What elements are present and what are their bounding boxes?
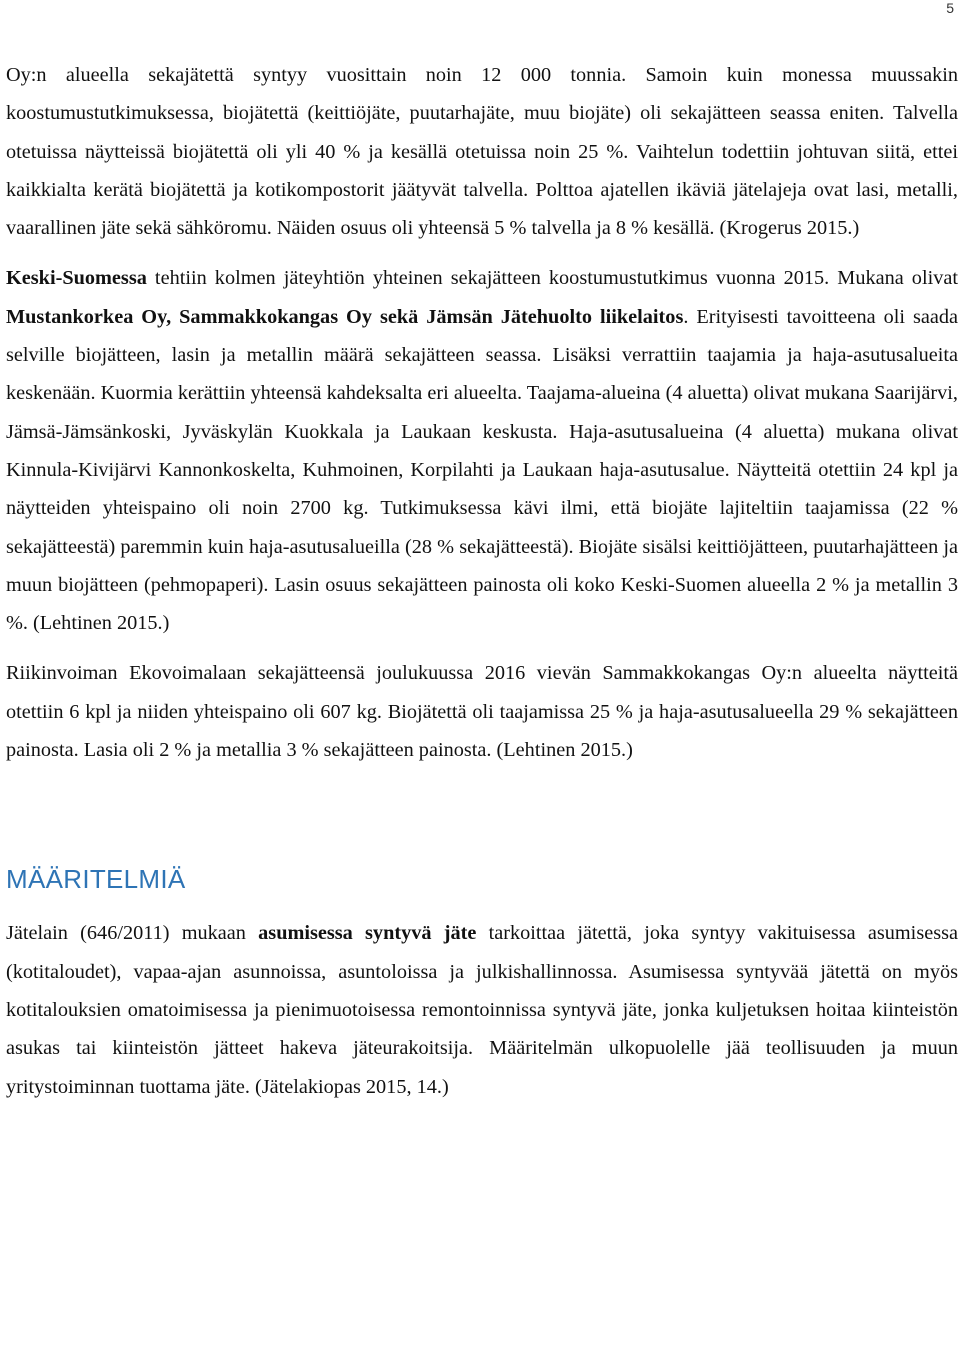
region-name: Keski-Suomessa [6,267,147,290]
page-number: 5 [946,0,954,16]
paragraph-definition [6,914,958,1105]
paragraph-text: tarkoittaa jätettä, joka syntyy vakituisessa asumisessa (kotitaloudet), vapaa-ajan asunnoissa, asuntoloissa ja julkishallinnossa. Asumisessa syntyvää jätettä on myös kotitalouksien omatoimisessa ja pienimuotoisessa remontoinnissa syntyvä jäte, jonka kuljetuksen hoitaa kiinteistön asukas tai kiinteistön jätteet hakeva jäteurakoitsija. Määritelmän ulkopuolelle jää teollisuuden ja muun yritystoiminnan tuottama jäte. (Jätelakiopas 2015, 14.) [6,922,958,1098]
paragraph-text: . Erityisesti tavoitteena oli saada selville biojätteen, lasin ja metallin määrä sekajätteen seassa. Lisäksi verrattiin taajamia ja haja-asutusalueita keskenään. Kuormia kerättiin yhteensä kahdeksalta eri alueelta. Taajama-alueina (4 aluetta) olivat mukana Saarijärvi, Jämsä-Jämsänkoski, Jyväskylän Kuokkala ja Laukaan keskusta. Haja-asutusalueina (4 aluetta) mukana olivat Kinnula-Kivijärvi Kannonkoskelta, Kuhmoinen, Korpilahti ja Laukaan haja-asutusalue. Näytteitä otettiin 24 kpl ja näytteiden yhteispaino oli noin 2700 kg. Tutkimuksessa kävi ilmi, että biojäte lajiteltiin taajamissa (22 % sekajätteestä) paremmin kuin haja-asutusalueilla (28 % sekajätteestä). Biojäte sisälsi keittiöjätteen, puutarhajätteen ja muun biojätteen (pehmopaperi). Lasin osuus sekajätteen painosta oli koko Keski-Suomen alueella 2 % ja metallin 3 %. (Lehtinen 2015.) [6,305,959,635]
company-names: Mustankorkea Oy, Sammakkokangas Oy sekä Jämsän Jätehuolto liikelaitos [6,305,684,328]
paragraph-text: tehtiin kolmen jäteyhtiön yhteinen sekajätteen koostumustutkimus vuonna 2015. Mukana olivat [146,267,958,290]
section-heading: MÄÄRITELMIÄ [6,864,186,895]
paragraph-sammakkokangas-samples: Riikinvoiman Ekovoimalaan sekajätteensä joulukuussa 2016 vievän Sammakkokangas Oy:n alueelta näytteitä otettiin 6 kpl ja niiden yhteispaino oli 607 kg. Biojätettä oli taajamissa 25 % ja haja-asutusalueella 29 % sekajätteen painosta. Lasia oli 2 % ja metallia 3 % sekajätteen painosta. (Lehtinen 2015.) [6,662,958,762]
paragraph-waste-composition: Oy:n alueella sekajätettä syntyy vuosittain noin 12 000 tonnia. Samoin kuin monessa muussakin koostumustutkimuksessa, biojätettä (keittiöjäte, puutarhajäte, muu biojäte) oli sekajätteen seassa eniten. Talvella otetuissa näytteissä biojätettä oli yli 40 % ja kesällä otetuissa noin 25 %. Vaihtelun todettiin johtuvan siitä, ettei kaikkialta kerätä biojätettä ja kotikompostorit jäätyvät talvella. Polttoa ajatellen ikäviä jätelajeja ovat lasi, metalli, vaarallinen jäte sekä sähköromu. Näiden osuus oli yhteensä 5 % talvella ja 8 % kesällä. (Krogerus 2015.) [6,64,958,240]
paragraph-text: Jätelain (646/2011) mukaan [6,922,259,945]
paragraph-central-finland-study [6,259,958,642]
defined-term: asumisessa syntyvä jäte [258,922,477,945]
document-body [6,56,958,1118]
